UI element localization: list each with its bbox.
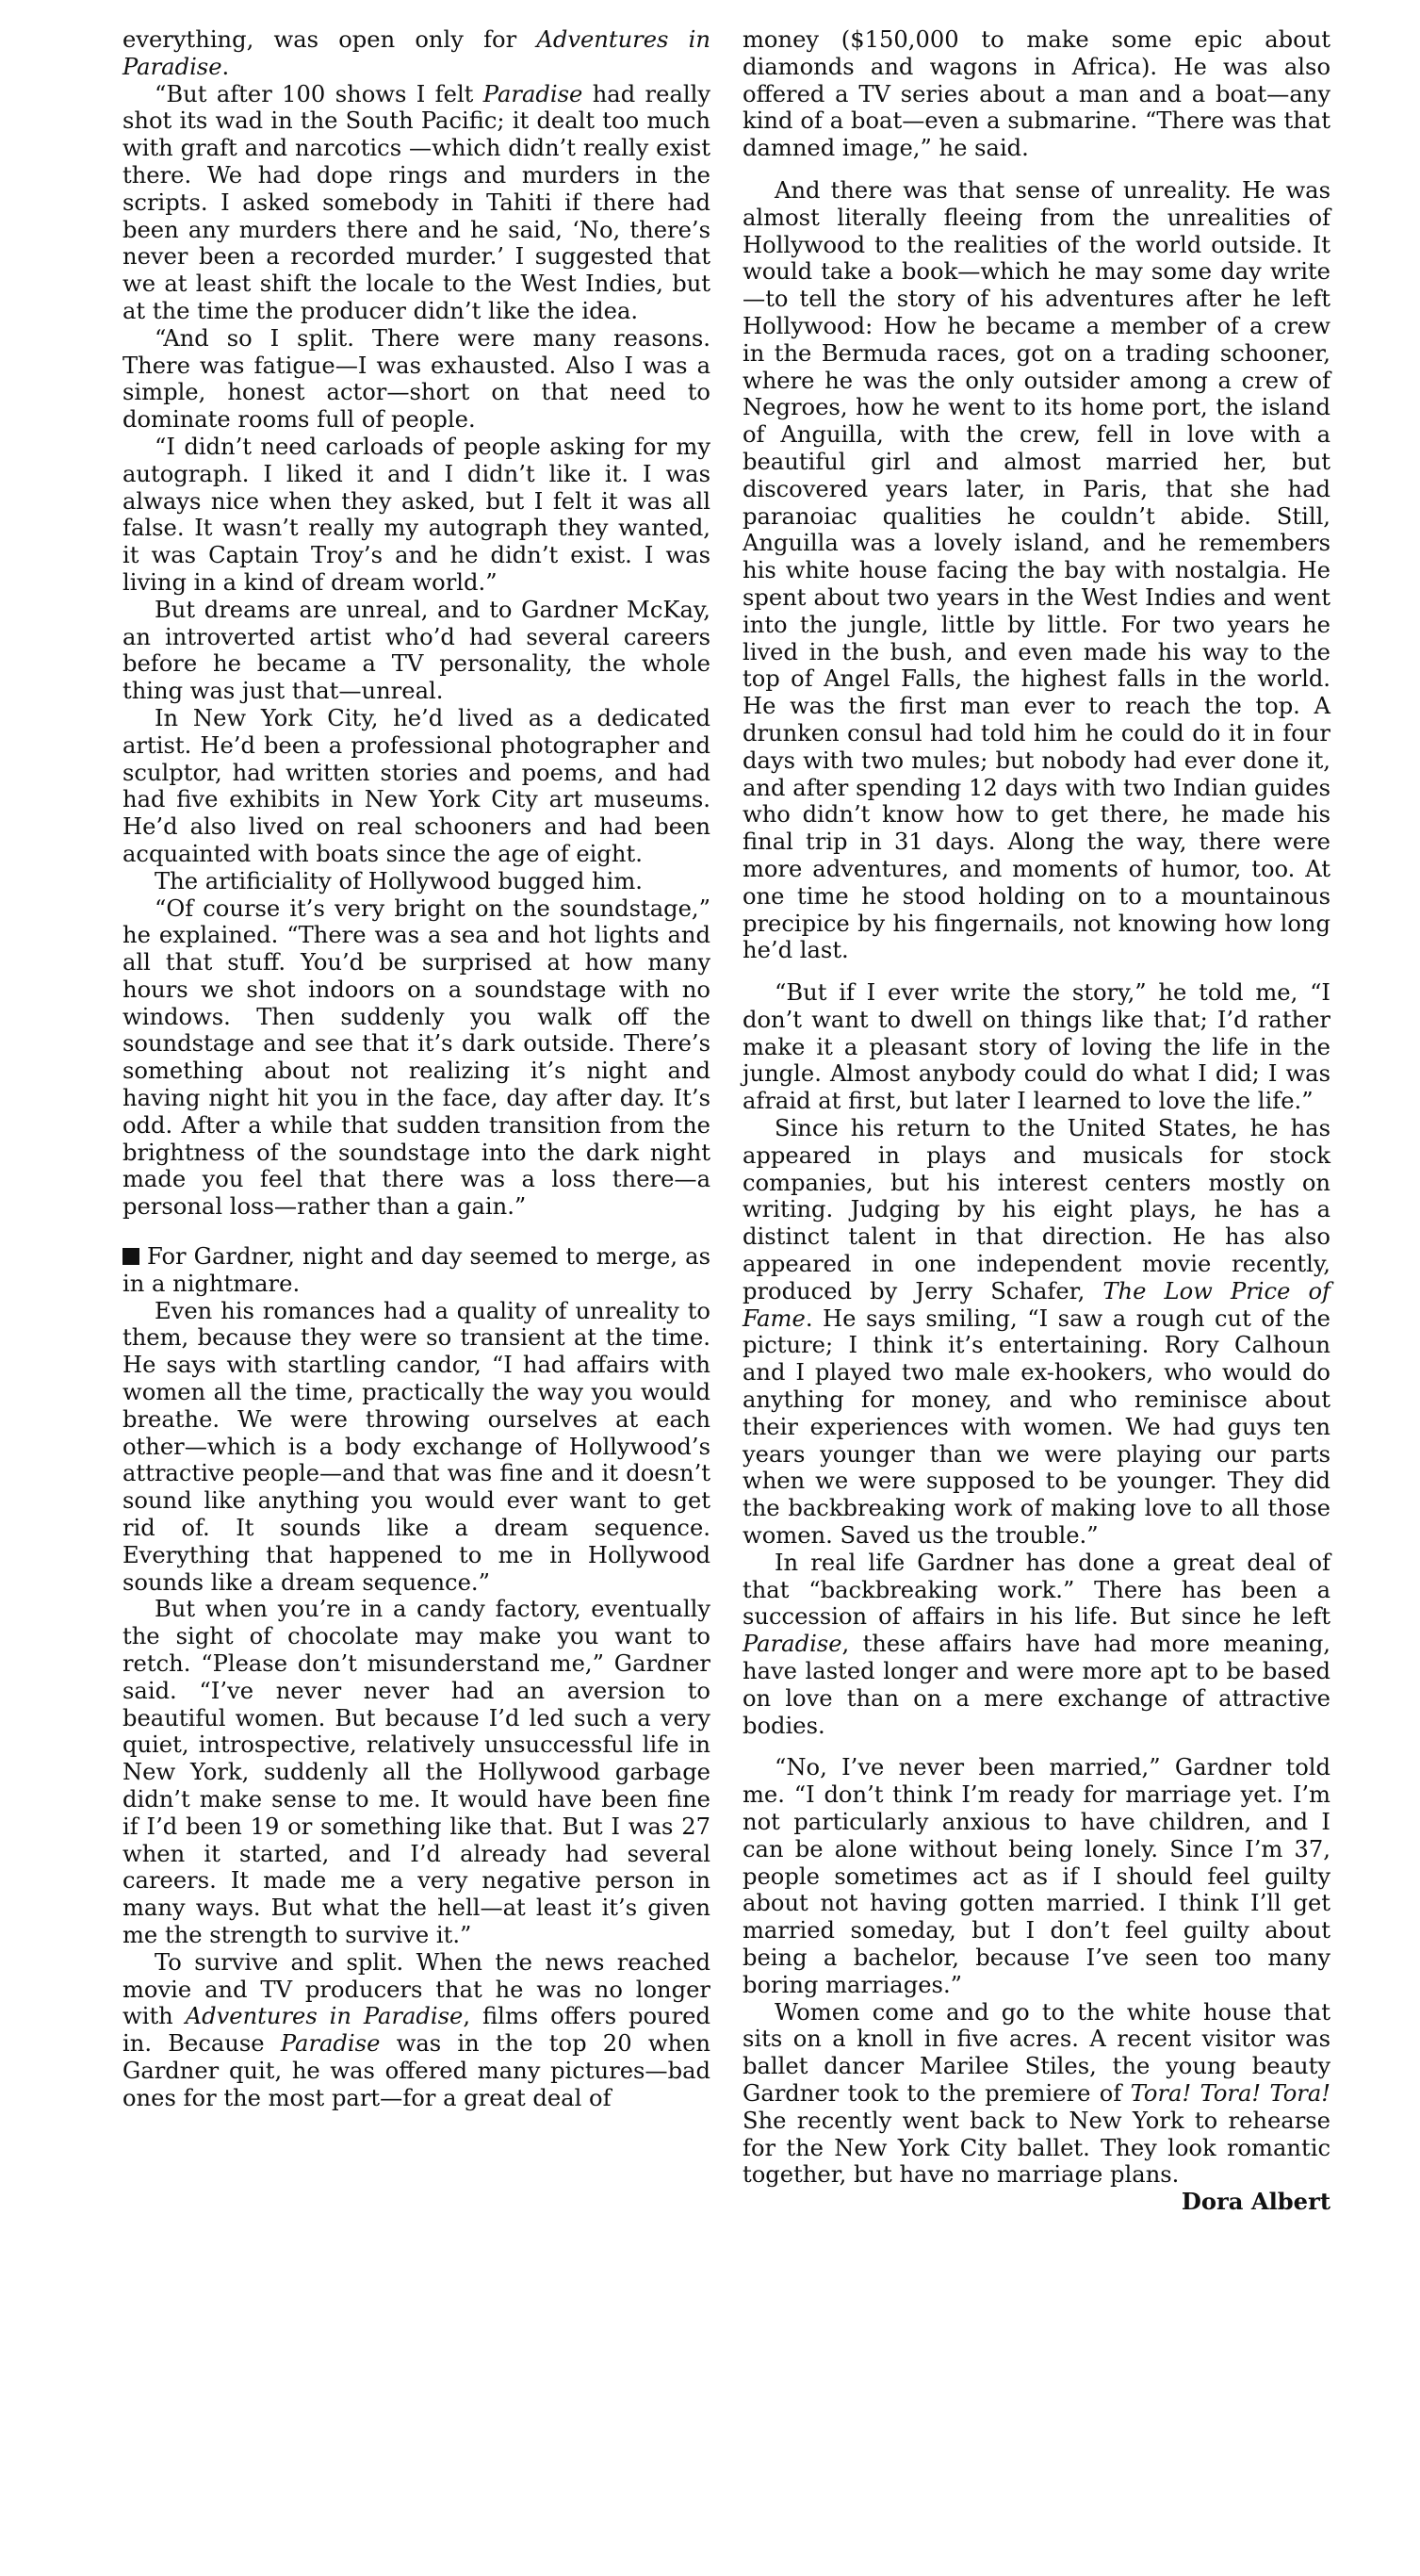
left-paragraph bbox=[122, 81, 710, 325]
paragraph-text: “Of course it’s very bright on the soundstage,” he explained. “There was a sea and hot lights and all that stuff. You’d be surprised at how many hours we shot indoors on a soundstage with no windows. Then suddenly you walk off the soundstage and see that it’s dark outside. There’s something about not realizing it’s night and having night hit you in the face, day after day. It’s odd. After a while that sudden transition from the brightness of the soundstage into the dark night made you feel that there was a loss there—a personal loss—rather than a gain.” bbox=[122, 894, 710, 1221]
paragraph-text: , films offers poured in. Because bbox=[122, 2003, 710, 2058]
paragraph-text: To survive and split. When the news reached movie and TV producers that he was no longer with bbox=[122, 1948, 710, 2030]
paragraph-text: For Gardner, night and day seemed to merge, as in a nightmare. bbox=[122, 1243, 710, 1297]
section-square-icon bbox=[122, 1248, 139, 1265]
paragraph-text: She recently went back to New York to rehearse for the New York City ballet. They look romantic together, but have no marriage plans. bbox=[743, 2107, 1330, 2189]
italic-title: Tora! Tora! Tora! bbox=[1130, 2079, 1330, 2107]
right-column bbox=[743, 26, 1330, 2576]
left-paragraph bbox=[122, 868, 710, 895]
paragraph-text: everything, was open only for bbox=[122, 26, 537, 53]
paragraph-text: The artificiality of Hollywood bugged him. bbox=[155, 867, 643, 894]
paragraph-text: “And so I split. There were many reasons. There was fatigue—I was exhausted. Also I was a simple, honest actor—short on that need to dominate rooms full of people. bbox=[122, 324, 710, 434]
left-paragraph bbox=[122, 1949, 710, 2112]
left-paragraph bbox=[122, 1243, 710, 1298]
paragraph-text: “I didn’t need carloads of people asking for my autograph. I liked it and I didn’t like it. I was always nice when they asked, but I felt it was all false. It wasn’t really my autograph they wanted, it was Captain Troy’s and he didn’t exist. I was living in a kind of dream world.” bbox=[122, 433, 710, 596]
paragraph-text: , these affairs have had more meaning, have lasted longer and were more apt to be based on love than on a mere exchange of attractive bodies. bbox=[743, 1631, 1330, 1739]
italic-title: Paradise bbox=[280, 2030, 381, 2058]
left-paragraph bbox=[122, 434, 710, 597]
right-column-body bbox=[743, 26, 1330, 2189]
paragraph-text: . He says smiling, “I saw a rough cut of the picture; I think it’s entertaining. Rory Calhoun and I played two male ex-hookers, who would do anything for money, and who reminisce about their experiences with women. We had guys ten years younger than we were playing our parts when we were supposed to be younger. They did the backbreaking work of making love to all those women. Saved us the trouble.” bbox=[743, 1304, 1330, 1550]
left-paragraph bbox=[122, 1596, 710, 1948]
right-paragraph bbox=[743, 177, 1330, 964]
paragraph-text: Women come and go to the white house that sits on a knoll in five acres. A recent visitor was ballet dancer Marilee Stiles, the young beauty Gardner took to the premiere of bbox=[743, 1998, 1330, 2107]
paragraph-text: . bbox=[221, 53, 230, 80]
left-paragraph bbox=[122, 325, 710, 434]
paragraph-text: “But if I ever write the story,” he told me, “I don’t want to dwell on things like that; I’d rather make it a pleasant story of loving the life in the jungle. Almost anybody could do what I did; I was afraid at first, but later I learned to love the life.” bbox=[743, 979, 1330, 1115]
left-paragraph bbox=[122, 597, 710, 705]
paragraph-text: money ($150,000 to make some epic about diamonds and wagons in Africa). He was also offered a TV series about a man and a boat—any kind of a boat—even a submarine. “There was that damned image,” he said. bbox=[743, 26, 1330, 162]
right-paragraph bbox=[743, 979, 1330, 1115]
italic-title: Paradise bbox=[743, 1631, 842, 1658]
paragraph-text: In New York City, he’d lived as a dedicated artist. He’d been a professional photographer and sculptor, had written stories and poems, and had had five exhibits in New York City art museums. He’d also lived on real schooners and had been acquainted with boats since the age of eight. bbox=[122, 704, 710, 867]
italic-title: Adventures in Paradise bbox=[122, 26, 710, 80]
paragraph-text: And there was that sense of unreality. He was almost literally fleeing from the unrealities of Hollywood to the realities of the world outside. It would take a book—which he may some day write—to tell the story of his adventures after he left Hollywood: How he became a member of a crew in the Bermuda races, got on a trading schooner, where he was the only outsider among a crew of Negroes, how he went to its home port, the island of Anguilla, with the crew, fell in love with a beautiful girl and almost married her, but discovered years later, in Paris, that she had paranoiac qualities he couldn’t abide. Still, Anguilla was a lovely island, and he remembers his white house facing the bay with nostalgia. He spent about two years in the West Indies and went into the jungle, little by little. For two years he lived in the bush, and even made his way to the top of Angel Falls, the highest falls in the world. He was the first man ever to reach the top. A drunken consul had told him he could do it in four days with two mules; but nobody had ever done it, and after spending 12 days with two Indian guides who didn’t know how to get there, he made his final trip in 31 days. Along the way, there were more adventures, and moments of humor, too. At one time he stood holding on to a mountainous precipice by his fingernails, not knowing how long he’d last. bbox=[743, 176, 1330, 964]
right-paragraph bbox=[743, 1115, 1330, 1550]
paragraph-text: had really shot its wad in the South Pacific; it dealt too much with graft and narcotics —which didn’t really exist there. We had dope rings and murders in the scripts. I asked somebody in Tahiti if there had been any murders there and he said, ‘No, there’s never been a recorded murder.’ I suggested that we at least shift the locale to the West Indies, but at the time the producer didn’t like the idea. bbox=[122, 80, 710, 324]
paragraph-text: “No, I’ve never been married,” Gardner told me. “I don’t think I’m ready for marriage yet. I’m not particularly anxious to have children, and I can be alone without being lonely. Since I’m 37, people sometimes act as if I should feel guilty about not having gotten married. I think I’ll get married someday, but I don’t feel guilty about being a bachelor, because I’ve seen too many boring marriages.” bbox=[743, 1754, 1330, 1998]
paragraph-text: But when you’re in a candy factory, eventually the sight of chocolate may make you want to retch. “Please don’t misunderstand me,” Gardner said. “I’ve never never had an aversion to beautiful women. But because I’d led such a very quiet, introspective, relatively unsuccessful life in New York, suddenly all the Hollywood garbage didn’t make sense to me. It would have been fine if I’d been 19 or something like that. But I was 27 when it started, and I’d already had several careers. It made me a very negative person in many ways. But what the hell—at least it’s given me the strength to survive it.” bbox=[122, 1596, 710, 1948]
paragraph-text: was in the top 20 when Gardner quit, he was offered many pictures—bad ones for the most part—for a great deal of bbox=[122, 2030, 710, 2111]
paragraph-text: Even his romances had a quality of unreality to them, because they were so transient at the time. He says with startling candor, “I had affairs with women all the time, practically the way you would breathe. We were throwing ourselves at each other—which is a body exchange of Hollywood’s attractive people—and that was fine and it doesn’t sound like anything you would ever want to get rid of. It sounds like a dream sequence. Everything that happened to me in Hollywood sounds like a dream sequence.” bbox=[122, 1297, 710, 1596]
left-column bbox=[122, 26, 710, 2576]
right-paragraph bbox=[743, 1550, 1330, 1740]
right-paragraph bbox=[743, 1999, 1330, 2190]
left-paragraph bbox=[122, 705, 710, 868]
left-paragraph bbox=[122, 1298, 710, 1597]
paragraph-text: “But after 100 shows I felt bbox=[155, 80, 483, 107]
italic-title: The Low Price of Fame bbox=[743, 1277, 1330, 1332]
italic-title: Paradise bbox=[482, 80, 583, 107]
italic-title: Adventures in Paradise bbox=[185, 2003, 464, 2030]
left-paragraph bbox=[122, 895, 710, 1222]
paragraph-text: Since his return to the United States, he has appeared in plays and musicals for stock companies, but his interest centers mostly on writing. Judging by his eight plays, he has a distinct talent in that direction. He has also appeared in one independent movie recently, produced by Jerry Schafer, bbox=[743, 1115, 1330, 1304]
right-paragraph bbox=[743, 1754, 1330, 1998]
right-paragraph bbox=[743, 26, 1330, 162]
left-paragraph bbox=[122, 26, 710, 81]
author-byline: Dora Albert bbox=[1181, 2188, 1330, 2216]
paragraph-text: In real life Gardner has done a great deal of that “backbreaking work.” There has been a succession of affairs in his life. But since he left bbox=[743, 1549, 1330, 1631]
paragraph-text: But dreams are unreal, and to Gardner McKay, an introverted artist who’d had several careers before he became a TV personality, the whole thing was just that—unreal. bbox=[122, 596, 710, 705]
